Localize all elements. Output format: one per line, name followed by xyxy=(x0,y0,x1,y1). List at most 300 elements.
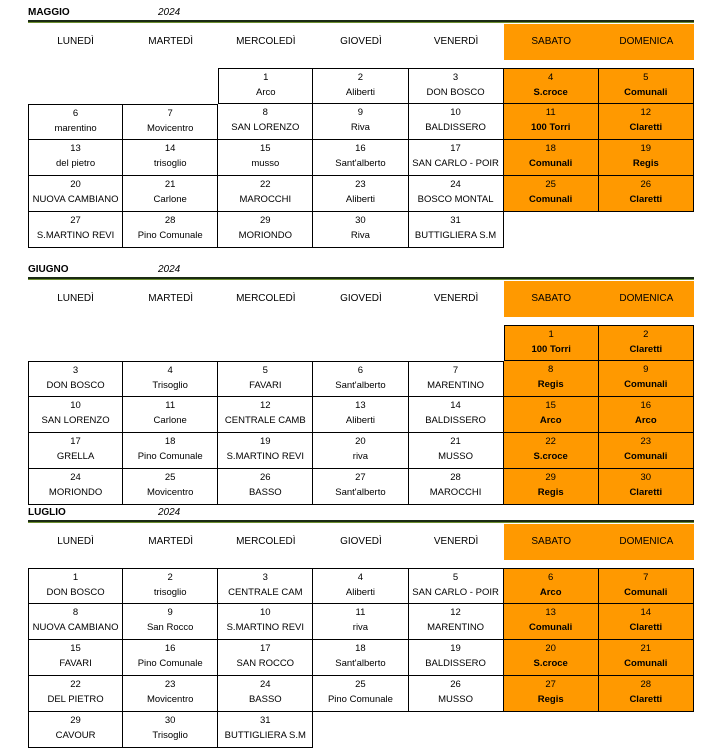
day-number: 22 xyxy=(545,436,556,447)
day-cell xyxy=(313,676,408,712)
day-cell xyxy=(28,176,123,212)
day-cell xyxy=(599,104,694,140)
day-number: 4 xyxy=(167,365,173,376)
pharmacy-label: DON BOSCO xyxy=(46,380,105,391)
day-number: 7 xyxy=(452,365,459,376)
day-cell xyxy=(123,676,218,712)
day-number: 7 xyxy=(643,572,649,583)
day-cell xyxy=(123,712,218,748)
empty-day-cell xyxy=(28,325,123,361)
pharmacy-label: NUOVA CAMBIANO xyxy=(32,622,119,633)
pharmacy-label: Claretti xyxy=(629,194,663,205)
pharmacy-label: SAN LORENZO xyxy=(231,122,300,133)
pharmacy-label: BALDISSERO xyxy=(425,415,486,426)
week-row xyxy=(28,68,694,104)
day-number: 3 xyxy=(262,572,268,583)
day-number: 14 xyxy=(164,143,176,154)
day-number: 25 xyxy=(355,679,366,690)
day-cell xyxy=(504,676,599,712)
day-cell xyxy=(313,176,408,212)
pharmacy-label: DON BOSCO xyxy=(46,587,105,598)
empty-day-cell xyxy=(599,712,694,748)
pharmacy-label: BALDISSERO xyxy=(425,122,486,133)
day-number: 20 xyxy=(545,643,556,654)
empty-day-cell xyxy=(504,212,599,248)
day-cell xyxy=(504,68,599,104)
day-number: 4 xyxy=(548,72,554,83)
pharmacy-label: Comunali xyxy=(529,622,573,633)
empty-day-cell xyxy=(28,68,123,104)
day-number: 28 xyxy=(640,679,652,690)
day-cell xyxy=(28,104,123,140)
day-cell xyxy=(313,212,408,248)
day-cell xyxy=(409,604,504,640)
day-number: 11 xyxy=(165,400,176,411)
day-number: 8 xyxy=(72,607,79,618)
day-cell xyxy=(123,104,218,140)
day-cell xyxy=(123,176,218,212)
pharmacy-label: Regis xyxy=(537,694,564,705)
weekday-header: VENERDÌ xyxy=(433,536,479,547)
day-number: 23 xyxy=(355,179,366,190)
pharmacy-label: SAN CARLO - POIR xyxy=(412,158,499,169)
day-number: 17 xyxy=(260,643,271,654)
weekday-header: SABATO xyxy=(504,524,599,560)
day-number: 18 xyxy=(545,143,556,154)
day-number: 24 xyxy=(70,472,81,483)
day-cell xyxy=(409,469,504,505)
pharmacy-label: Movicentro xyxy=(146,123,194,134)
day-number: 19 xyxy=(450,643,461,654)
week-row xyxy=(28,712,694,748)
week-row xyxy=(28,104,694,140)
pharmacy-label: SAN LORENZO xyxy=(41,415,110,426)
month-year: 2024 xyxy=(158,264,181,275)
week-row xyxy=(28,140,694,176)
day-cell xyxy=(218,176,313,212)
day-number: 25 xyxy=(545,179,556,190)
week-row xyxy=(28,469,694,505)
day-cell xyxy=(218,676,313,712)
day-number: 5 xyxy=(262,365,268,376)
empty-day-cell xyxy=(123,325,218,361)
pharmacy-label: MARENTINO xyxy=(427,622,485,633)
pharmacy-label: CENTRALE CAMB xyxy=(224,415,306,426)
pharmacy-label: musso xyxy=(251,158,280,169)
pharmacy-label: Aliberti xyxy=(345,87,375,98)
day-cell xyxy=(28,140,123,176)
pharmacy-label: BALDISSERO xyxy=(425,658,486,669)
day-number: 5 xyxy=(643,72,649,83)
weekday-header: GIOVEDÌ xyxy=(340,36,382,47)
weekday-header: MARTEDÌ xyxy=(148,36,194,47)
day-cell xyxy=(409,361,504,397)
day-cell xyxy=(123,140,218,176)
pharmacy-label: GRELLA xyxy=(56,451,95,462)
day-number: 24 xyxy=(450,179,461,190)
day-number: 22 xyxy=(260,179,271,190)
weekday-header: LUNEDÌ xyxy=(57,536,94,547)
empty-day-cell xyxy=(504,712,599,748)
pharmacy-label: SAN CARLO - POIR xyxy=(412,587,499,598)
day-cell xyxy=(28,640,123,676)
pharmacy-label: MUSSO xyxy=(438,694,473,705)
weekday-header: SABATO xyxy=(504,281,599,317)
day-cell xyxy=(218,433,313,469)
day-number: 19 xyxy=(260,436,271,447)
weekday-header: MARTEDÌ xyxy=(148,293,194,304)
day-number: 6 xyxy=(548,572,554,583)
day-cell xyxy=(218,397,313,433)
day-number: 27 xyxy=(545,679,556,690)
day-number: 15 xyxy=(260,143,271,154)
day-cell xyxy=(504,104,599,140)
day-cell xyxy=(123,568,218,604)
day-cell xyxy=(599,68,694,104)
day-number: 8 xyxy=(548,364,554,375)
pharmacy-label: Sant'alberto xyxy=(335,487,386,498)
week-row xyxy=(28,433,694,469)
day-cell xyxy=(599,361,694,397)
day-cell xyxy=(599,676,694,712)
pharmacy-label: Pino Comunale xyxy=(327,694,393,705)
day-number: 14 xyxy=(450,400,461,411)
day-number: 18 xyxy=(164,436,176,447)
day-number: 29 xyxy=(70,715,81,726)
day-number: 9 xyxy=(357,107,364,118)
pharmacy-label: Aliberti xyxy=(345,194,375,205)
pharmacy-label: Regis xyxy=(632,158,659,169)
day-cell xyxy=(504,640,599,676)
weekday-header-row xyxy=(28,524,694,560)
day-number: 30 xyxy=(355,215,366,226)
weekday-header: SABATO xyxy=(504,24,599,60)
pharmacy-label: FAVARI xyxy=(249,380,282,391)
week-row xyxy=(28,676,694,712)
empty-day-cell xyxy=(218,325,313,361)
day-cell xyxy=(409,640,504,676)
day-number: 7 xyxy=(167,108,173,119)
pharmacy-label: MAROCCHI xyxy=(239,194,292,205)
weekday-header: MARTEDÌ xyxy=(148,536,194,547)
day-number: 31 xyxy=(260,715,271,726)
day-cell xyxy=(409,140,504,176)
day-number: 13 xyxy=(70,143,81,154)
day-cell xyxy=(409,68,504,104)
day-number: 21 xyxy=(164,179,176,190)
day-number: 27 xyxy=(70,215,81,226)
day-cell xyxy=(504,140,599,176)
pharmacy-label: BASSO xyxy=(248,694,282,705)
pharmacy-label: MORIONDO xyxy=(238,230,292,241)
day-number: 13 xyxy=(545,607,556,618)
day-number: 1 xyxy=(548,329,554,340)
pharmacy-label: SAN ROCCO xyxy=(236,658,295,669)
month-name: MAGGIO xyxy=(28,7,70,18)
day-number: 6 xyxy=(72,108,79,119)
day-cell xyxy=(218,604,313,640)
day-number: 16 xyxy=(164,643,176,654)
pharmacy-label: trisoglio xyxy=(153,587,187,598)
day-cell xyxy=(28,676,123,712)
day-number: 19 xyxy=(640,143,652,154)
empty-day-cell xyxy=(313,712,408,748)
day-cell xyxy=(504,361,599,397)
pharmacy-label: Sant'alberto xyxy=(335,380,386,391)
day-cell xyxy=(313,433,408,469)
day-number: 21 xyxy=(450,436,461,447)
weekday-header: MERCOLEDÌ xyxy=(236,536,296,547)
pharmacy-label: Comunali xyxy=(624,379,668,390)
week-row xyxy=(28,604,694,640)
pharmacy-label: DON BOSCO xyxy=(426,87,485,98)
weekday-header: MERCOLEDÌ xyxy=(236,293,296,304)
day-number: 12 xyxy=(450,607,461,618)
day-number: 21 xyxy=(640,643,652,654)
weekday-header: MERCOLEDÌ xyxy=(236,36,296,47)
day-number: 27 xyxy=(355,472,366,483)
day-cell xyxy=(28,604,123,640)
day-number: 18 xyxy=(355,643,366,654)
day-cell xyxy=(218,361,313,397)
pharmacy-label: Claretti xyxy=(629,487,663,498)
day-number: 29 xyxy=(545,472,556,483)
pharmacy-label: BUTTIGLIERA S.M xyxy=(414,230,497,241)
day-cell xyxy=(28,361,123,397)
pharmacy-label: Pino Comunale xyxy=(137,658,203,669)
day-cell xyxy=(504,433,599,469)
day-cell xyxy=(28,469,123,505)
pharmacy-label: Claretti xyxy=(629,122,663,133)
day-number: 10 xyxy=(70,400,81,411)
day-cell xyxy=(504,469,599,505)
day-number: 28 xyxy=(164,215,176,226)
pharmacy-label: Trisoglio xyxy=(152,380,188,391)
pharmacy-label: DEL PIETRO xyxy=(47,694,104,705)
pharmacy-label: Regis xyxy=(537,379,564,390)
week-row xyxy=(28,325,694,361)
day-number: 1 xyxy=(263,72,269,83)
day-number: 23 xyxy=(640,436,652,447)
day-cell xyxy=(599,433,694,469)
day-number: 1 xyxy=(72,572,79,583)
day-number: 10 xyxy=(450,107,461,118)
day-cell xyxy=(123,397,218,433)
day-number: 6 xyxy=(357,365,364,376)
weekday-header: GIOVEDÌ xyxy=(340,293,382,304)
pharmacy-label: S.croce xyxy=(533,451,568,462)
weekday-header: LUNEDÌ xyxy=(57,293,94,304)
week-row xyxy=(28,176,694,212)
day-cell xyxy=(504,176,599,212)
day-cell xyxy=(313,604,408,640)
month-year: 2024 xyxy=(158,7,181,18)
day-number: 2 xyxy=(643,329,649,340)
day-cell xyxy=(28,568,123,604)
month-name: LUGLIO xyxy=(28,507,66,518)
pharmacy-label: CENTRALE CAM xyxy=(228,587,303,598)
pharmacy-label: Arco xyxy=(539,415,562,426)
day-number: 17 xyxy=(70,436,81,447)
week-row xyxy=(28,361,694,397)
weekday-header: VENERDÌ xyxy=(433,36,479,47)
day-cell xyxy=(218,140,313,176)
pharmacy-label: Carlone xyxy=(153,415,187,426)
day-cell xyxy=(409,676,504,712)
day-number: 17 xyxy=(450,143,461,154)
pharmacy-label: Arco xyxy=(634,415,657,426)
day-number: 25 xyxy=(164,472,176,483)
day-cell xyxy=(599,140,694,176)
day-cell xyxy=(218,469,313,505)
day-number: 9 xyxy=(167,607,173,618)
pharmacy-label: Aliberti xyxy=(345,587,375,598)
pharmacy-label: Movicentro xyxy=(146,487,194,498)
day-cell xyxy=(123,212,218,248)
day-number: 30 xyxy=(164,715,176,726)
weekday-header: VENERDÌ xyxy=(433,293,479,304)
pharmacy-label: FAVARI xyxy=(59,658,92,669)
pharmacy-label: 100 Torri xyxy=(530,122,571,133)
day-cell xyxy=(28,433,123,469)
weekday-header: GIOVEDÌ xyxy=(340,536,382,547)
week-row xyxy=(28,640,694,676)
day-cell xyxy=(313,361,408,397)
day-cell xyxy=(313,140,408,176)
pharmacy-label: Comunali xyxy=(529,158,573,169)
day-cell xyxy=(504,568,599,604)
day-number: 16 xyxy=(355,143,366,154)
pharmacy-label: BASSO xyxy=(248,487,282,498)
day-number: 24 xyxy=(260,679,271,690)
pharmacy-label: Aliberti xyxy=(345,415,375,426)
pharmacy-label: S.MARTINO REVI xyxy=(226,622,305,633)
pharmacy-label: S.MARTINO REVI xyxy=(36,230,115,241)
day-number: 26 xyxy=(260,472,271,483)
day-cell xyxy=(504,325,599,361)
month-title-row xyxy=(28,6,694,20)
pharmacy-label: 100 Torri xyxy=(531,344,571,355)
day-number: 11 xyxy=(545,107,556,118)
day-number: 3 xyxy=(452,72,459,83)
weekday-header-row xyxy=(28,281,694,317)
day-cell xyxy=(123,433,218,469)
day-number: 9 xyxy=(643,364,649,375)
day-number: 3 xyxy=(72,365,79,376)
header-rule-accent xyxy=(28,279,694,280)
day-number: 20 xyxy=(70,179,81,190)
pharmacy-label: Claretti xyxy=(629,622,663,633)
day-number: 26 xyxy=(450,679,461,690)
pharmacy-label: Claretti xyxy=(629,694,663,705)
day-cell xyxy=(409,397,504,433)
weekday-header: DOMENICA xyxy=(599,281,694,317)
day-cell xyxy=(599,397,694,433)
day-cell xyxy=(599,604,694,640)
weekday-header: LUNEDÌ xyxy=(57,36,94,47)
pharmacy-label: Sant'alberto xyxy=(335,658,386,669)
pharmacy-label: riva xyxy=(352,451,369,462)
day-cell xyxy=(313,104,408,140)
pharmacy-label: Comunali xyxy=(624,87,668,98)
day-number: 12 xyxy=(640,107,652,118)
pharmacy-label: Comunali xyxy=(624,587,668,598)
day-number: 2 xyxy=(357,72,364,83)
day-number: 14 xyxy=(640,607,652,618)
month-name: GIUGNO xyxy=(28,264,69,275)
empty-day-cell xyxy=(599,212,694,248)
day-number: 12 xyxy=(260,400,271,411)
day-number: 8 xyxy=(262,107,268,118)
empty-day-cell xyxy=(123,68,218,104)
day-number: 11 xyxy=(355,607,366,618)
weekday-header-row xyxy=(28,24,694,60)
pharmacy-label: Riva xyxy=(350,122,370,133)
day-number: 29 xyxy=(260,215,271,226)
day-cell xyxy=(313,68,408,104)
pharmacy-label: Comunali xyxy=(529,194,573,205)
day-cell xyxy=(313,640,408,676)
day-cell xyxy=(28,397,123,433)
pharmacy-label: Riva xyxy=(350,230,370,241)
pharmacy-label: MORIONDO xyxy=(48,487,103,498)
week-row xyxy=(28,568,694,604)
day-number: 30 xyxy=(640,472,652,483)
day-cell xyxy=(123,469,218,505)
pharmacy-label: CAVOUR xyxy=(55,730,96,741)
header-rule-accent xyxy=(28,522,694,523)
day-cell xyxy=(313,568,408,604)
day-cell xyxy=(599,469,694,505)
pharmacy-label: MARENTINO xyxy=(427,380,485,391)
weekday-header: DOMENICA xyxy=(599,524,694,560)
pharmacy-label: Sant'alberto xyxy=(335,158,386,169)
pharmacy-label: trisoglio xyxy=(153,158,187,169)
day-number: 31 xyxy=(450,215,461,226)
day-cell xyxy=(504,397,599,433)
day-number: 10 xyxy=(260,607,271,618)
day-cell xyxy=(599,568,694,604)
day-cell xyxy=(218,640,313,676)
month-title-row xyxy=(28,263,694,277)
pharmacy-label: MAROCCHI xyxy=(429,487,482,498)
day-cell xyxy=(218,68,313,104)
empty-day-cell xyxy=(409,712,504,748)
day-cell xyxy=(123,604,218,640)
day-cell xyxy=(504,604,599,640)
day-cell xyxy=(28,712,123,748)
day-cell xyxy=(218,568,313,604)
month-title-row xyxy=(28,506,694,520)
day-number: 15 xyxy=(70,643,81,654)
pharmacy-label: Comunali xyxy=(624,451,668,462)
pharmacy-label: del pietro xyxy=(56,158,96,169)
pharmacy-label: Arco xyxy=(539,587,562,598)
day-cell xyxy=(313,397,408,433)
empty-day-cell xyxy=(313,325,408,361)
pharmacy-label: Regis xyxy=(537,487,564,498)
pharmacy-label: Carlone xyxy=(153,194,187,205)
pharmacy-label: BUTTIGLIERA S.M xyxy=(224,730,306,741)
day-cell xyxy=(409,104,504,140)
day-cell xyxy=(599,640,694,676)
pharmacy-label: marentino xyxy=(54,123,97,134)
day-cell xyxy=(313,469,408,505)
day-cell xyxy=(123,361,218,397)
pharmacy-label: S.croce xyxy=(533,87,568,98)
pharmacy-label: Pino Comunale xyxy=(137,451,203,462)
day-number: 26 xyxy=(640,179,652,190)
